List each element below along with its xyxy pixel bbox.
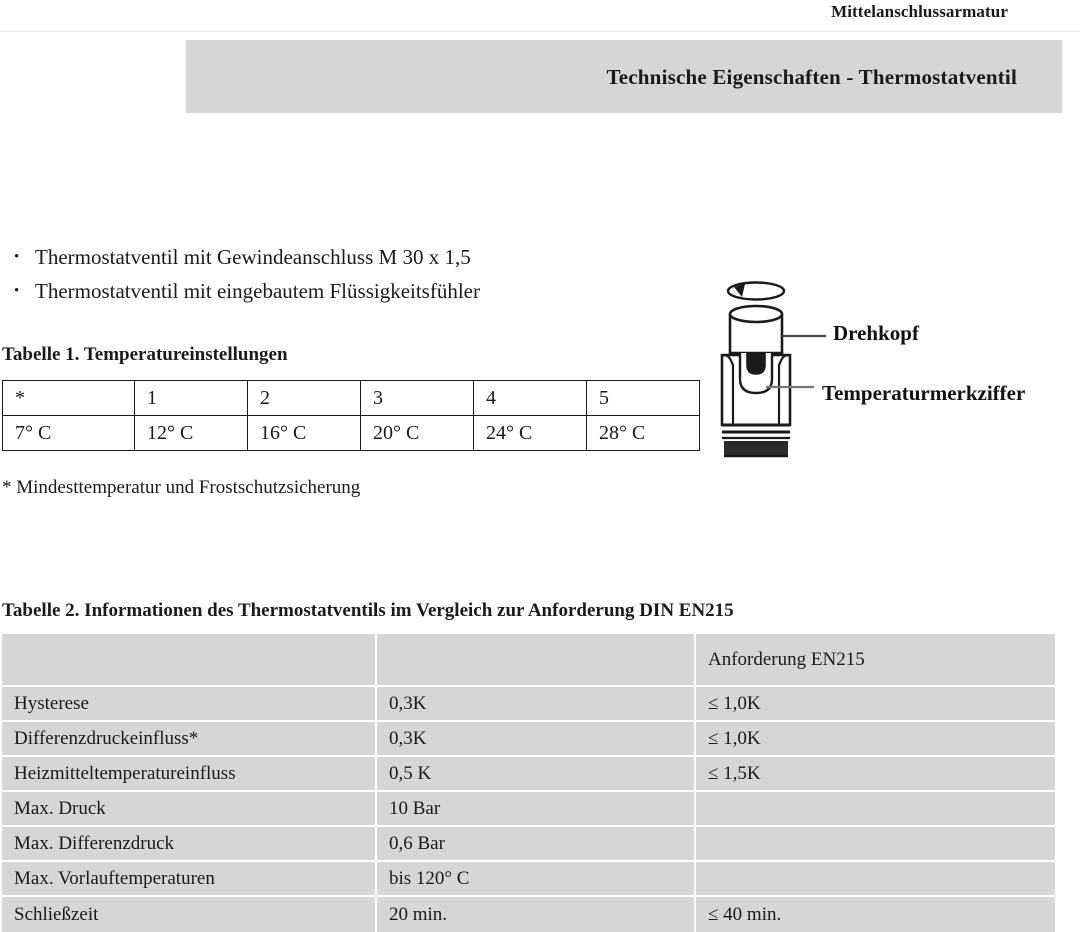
table-row (2, 687, 1055, 722)
table1-footnote: * Mindesttemperatur und Frostschutzsicherung (2, 477, 361, 498)
table1-cell: 28° C (587, 416, 700, 451)
table-row (2, 757, 1055, 792)
table1-cell: 1 (135, 381, 248, 416)
table1-cell: 4 (474, 381, 587, 416)
section-title-banner (186, 40, 1062, 113)
table1-cell: 7° C (3, 416, 135, 451)
table-en215-comparison (2, 634, 1055, 932)
table-row (2, 827, 1055, 862)
table2-requirement (696, 827, 1055, 862)
table2-value: bis 120° C (377, 862, 696, 897)
table2-property: Max. Vorlauftemperaturen (2, 862, 377, 897)
table1-cell: 3 (361, 381, 474, 416)
figure-label-temperaturmerkziffer: Temperaturmerkziffer (822, 381, 1026, 405)
table-row (2, 792, 1055, 827)
table2-value: 0,6 Bar (377, 827, 696, 862)
table-row (3, 381, 700, 416)
table2-value: 0,3K (377, 687, 696, 722)
table1-caption: Tabelle 1. Temperatureinstellungen (2, 344, 288, 365)
running-head: Mittelanschlussarmatur (831, 2, 1008, 21)
table2-property: Schließzeit (2, 897, 377, 932)
list-item: • Thermostatventil mit eingebautem Flüssigkeitsfühler (6, 274, 646, 308)
table-row (2, 722, 1055, 757)
table2-requirement: ≤ 1,0K (696, 722, 1055, 757)
thermostat-valve-head-icon (700, 275, 1080, 460)
table-row (2, 862, 1055, 897)
table2-requirement (696, 862, 1055, 897)
table2-value: 20 min. (377, 897, 696, 932)
table2-header-row (2, 634, 1055, 687)
table1-cell: 24° C (474, 416, 587, 451)
table1-cell: 20° C (361, 416, 474, 451)
table-temperature-settings (2, 380, 700, 451)
table2-property: Max. Differenzdruck (2, 827, 377, 862)
table2-property: Differenzdruckeinfluss* (2, 722, 377, 757)
table2-property: Max. Druck (2, 792, 377, 827)
table2-header-blank-1 (2, 634, 377, 687)
table1-cell: 2 (248, 381, 361, 416)
table2-caption: Tabelle 2. Informationen des Thermostatventils im Vergleich zur Anforderung DIN EN215 (2, 600, 734, 621)
table2-requirement (696, 792, 1055, 827)
figure-label-drehkopf: Drehkopf (833, 321, 919, 345)
table1-cell: 5 (587, 381, 700, 416)
table1-cell: 16° C (248, 416, 361, 451)
table-row (2, 897, 1055, 932)
table2-value: 0,5 K (377, 757, 696, 792)
feature-bullet-list (6, 240, 646, 308)
table2-header-blank-2 (377, 634, 696, 687)
table1-cell: * (3, 381, 135, 416)
table2-value: 10 Bar (377, 792, 696, 827)
table2-property: Hysterese (2, 687, 377, 722)
table2-value: 0,3K (377, 722, 696, 757)
rotation-arrow-icon (728, 283, 784, 300)
table2-header-requirement: Anforderung EN215 (696, 634, 1055, 687)
section-title: Technische Eigenschaften - Thermostatventil (606, 65, 1017, 89)
table2-requirement: ≤ 1,5K (696, 757, 1055, 792)
table2-property: Heizmitteltemperatureinfluss (2, 757, 377, 792)
table-row (3, 416, 700, 451)
table1-cell: 12° C (135, 416, 248, 451)
thermostat-head-figure (700, 275, 1080, 460)
table2-requirement: ≤ 1,0K (696, 687, 1055, 722)
list-item: • Thermostatventil mit Gewindeanschluss M 30 x 1,5 (6, 240, 646, 274)
header-divider (0, 31, 1080, 32)
table2-requirement: ≤ 40 min. (696, 897, 1055, 932)
